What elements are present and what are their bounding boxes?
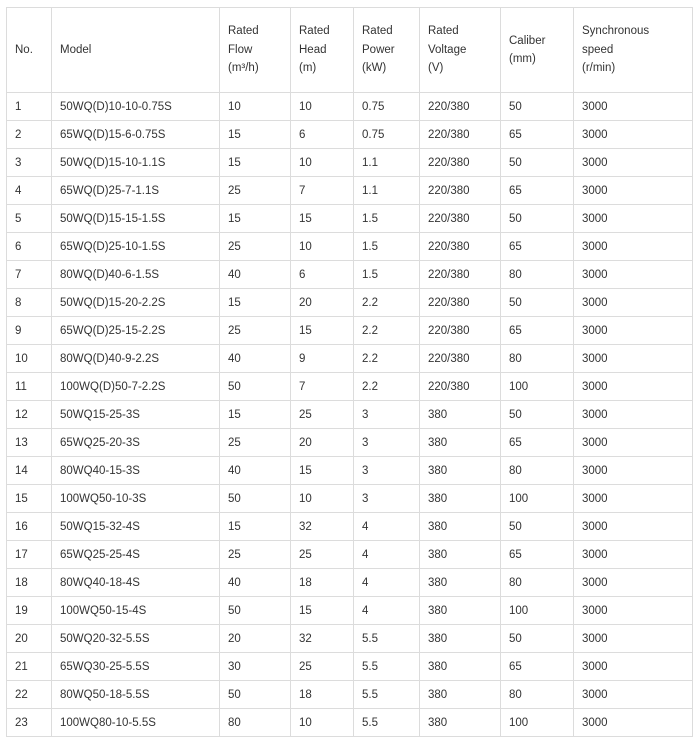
cell-rated-voltage: 220/380 [420, 289, 501, 317]
table-row [7, 149, 693, 177]
cell-rated-power: 2.2 [354, 373, 420, 401]
cell-synchronous-speed: 3000 [574, 93, 693, 121]
cell-no: 20 [7, 625, 52, 653]
cell-no: 23 [7, 709, 52, 737]
cell-rated-voltage: 220/380 [420, 205, 501, 233]
cell-model: 100WQ50-10-3S [52, 485, 220, 513]
cell-caliber: 65 [501, 177, 574, 205]
cell-rated-voltage: 380 [420, 569, 501, 597]
cell-synchronous-speed: 3000 [574, 541, 693, 569]
cell-rated-flow: 50 [220, 681, 291, 709]
cell-caliber: 80 [501, 261, 574, 289]
table-row [7, 261, 693, 289]
cell-rated-head: 9 [291, 345, 354, 373]
table-row [7, 513, 693, 541]
cell-rated-head: 20 [291, 289, 354, 317]
header-rated-voltage: Rated Voltage (V) [420, 8, 501, 93]
cell-model: 50WQ(D)15-20-2.2S [52, 289, 220, 317]
cell-rated-head: 25 [291, 541, 354, 569]
cell-rated-voltage: 380 [420, 597, 501, 625]
cell-no: 14 [7, 457, 52, 485]
cell-synchronous-speed: 3000 [574, 625, 693, 653]
cell-rated-flow: 50 [220, 373, 291, 401]
cell-rated-power: 4 [354, 541, 420, 569]
cell-rated-head: 15 [291, 317, 354, 345]
cell-synchronous-speed: 3000 [574, 653, 693, 681]
cell-caliber: 100 [501, 709, 574, 737]
cell-caliber: 65 [501, 233, 574, 261]
cell-rated-flow: 50 [220, 597, 291, 625]
cell-no: 22 [7, 681, 52, 709]
cell-rated-voltage: 380 [420, 485, 501, 513]
pump-spec-table [6, 7, 693, 737]
cell-caliber: 50 [501, 625, 574, 653]
cell-rated-power: 5.5 [354, 625, 420, 653]
cell-rated-voltage: 380 [420, 541, 501, 569]
cell-synchronous-speed: 3000 [574, 233, 693, 261]
cell-rated-voltage: 380 [420, 457, 501, 485]
cell-rated-power: 3 [354, 457, 420, 485]
cell-synchronous-speed: 3000 [574, 121, 693, 149]
cell-rated-flow: 15 [220, 121, 291, 149]
cell-rated-power: 3 [354, 429, 420, 457]
cell-rated-power: 1.5 [354, 233, 420, 261]
cell-synchronous-speed: 3000 [574, 485, 693, 513]
table-row [7, 597, 693, 625]
cell-no: 18 [7, 569, 52, 597]
cell-rated-flow: 15 [220, 513, 291, 541]
cell-no: 9 [7, 317, 52, 345]
cell-no: 1 [7, 93, 52, 121]
cell-no: 6 [7, 233, 52, 261]
cell-caliber: 100 [501, 485, 574, 513]
cell-rated-head: 18 [291, 681, 354, 709]
cell-model: 65WQ30-25-5.5S [52, 653, 220, 681]
cell-rated-head: 15 [291, 205, 354, 233]
table-row [7, 317, 693, 345]
table-row [7, 205, 693, 233]
cell-caliber: 65 [501, 541, 574, 569]
table-row [7, 681, 693, 709]
cell-rated-head: 7 [291, 373, 354, 401]
cell-rated-flow: 40 [220, 457, 291, 485]
cell-model: 80WQ50-18-5.5S [52, 681, 220, 709]
header-rated-flow: Rated Flow (m³/h) [220, 8, 291, 93]
table-row [7, 709, 693, 737]
cell-rated-voltage: 380 [420, 429, 501, 457]
header-rated-head: Rated Head (m) [291, 8, 354, 93]
cell-rated-power: 1.5 [354, 205, 420, 233]
table-row [7, 401, 693, 429]
cell-rated-voltage: 380 [420, 625, 501, 653]
cell-rated-voltage: 380 [420, 681, 501, 709]
table-row [7, 233, 693, 261]
cell-caliber: 50 [501, 513, 574, 541]
cell-rated-head: 7 [291, 177, 354, 205]
cell-rated-flow: 15 [220, 289, 291, 317]
table-row [7, 653, 693, 681]
cell-rated-head: 15 [291, 597, 354, 625]
cell-no: 11 [7, 373, 52, 401]
cell-caliber: 50 [501, 289, 574, 317]
cell-caliber: 100 [501, 597, 574, 625]
cell-caliber: 65 [501, 121, 574, 149]
cell-caliber: 50 [501, 205, 574, 233]
cell-rated-power: 5.5 [354, 653, 420, 681]
cell-no: 4 [7, 177, 52, 205]
table-row [7, 177, 693, 205]
cell-rated-flow: 50 [220, 485, 291, 513]
cell-rated-head: 10 [291, 93, 354, 121]
table-row [7, 457, 693, 485]
cell-synchronous-speed: 3000 [574, 205, 693, 233]
cell-model: 50WQ(D)15-10-1.1S [52, 149, 220, 177]
cell-model: 80WQ40-18-4S [52, 569, 220, 597]
cell-synchronous-speed: 3000 [574, 457, 693, 485]
cell-rated-head: 10 [291, 709, 354, 737]
table-row [7, 569, 693, 597]
cell-rated-voltage: 380 [420, 653, 501, 681]
cell-rated-flow: 10 [220, 93, 291, 121]
cell-synchronous-speed: 3000 [574, 569, 693, 597]
cell-synchronous-speed: 3000 [574, 149, 693, 177]
header-no: No. [7, 8, 52, 93]
cell-rated-voltage: 220/380 [420, 317, 501, 345]
cell-rated-head: 6 [291, 121, 354, 149]
cell-model: 50WQ(D)15-15-1.5S [52, 205, 220, 233]
cell-rated-power: 4 [354, 513, 420, 541]
cell-caliber: 80 [501, 681, 574, 709]
cell-synchronous-speed: 3000 [574, 177, 693, 205]
cell-rated-power: 2.2 [354, 289, 420, 317]
cell-rated-head: 10 [291, 149, 354, 177]
cell-rated-power: 1.5 [354, 261, 420, 289]
cell-rated-voltage: 220/380 [420, 149, 501, 177]
cell-model: 80WQ(D)40-9-2.2S [52, 345, 220, 373]
cell-rated-voltage: 220/380 [420, 177, 501, 205]
cell-model: 50WQ15-32-4S [52, 513, 220, 541]
cell-no: 2 [7, 121, 52, 149]
cell-synchronous-speed: 3000 [574, 709, 693, 737]
cell-model: 65WQ(D)25-15-2.2S [52, 317, 220, 345]
cell-rated-flow: 40 [220, 345, 291, 373]
cell-caliber: 80 [501, 569, 574, 597]
table-header [7, 8, 693, 93]
cell-no: 15 [7, 485, 52, 513]
cell-caliber: 80 [501, 345, 574, 373]
table-row [7, 121, 693, 149]
cell-rated-power: 2.2 [354, 317, 420, 345]
header-model: Model [52, 8, 220, 93]
cell-rated-head: 32 [291, 513, 354, 541]
cell-rated-voltage: 380 [420, 513, 501, 541]
table-row [7, 289, 693, 317]
cell-rated-power: 0.75 [354, 93, 420, 121]
table-row [7, 485, 693, 513]
cell-synchronous-speed: 3000 [574, 681, 693, 709]
cell-rated-voltage: 220/380 [420, 93, 501, 121]
cell-rated-power: 5.5 [354, 681, 420, 709]
cell-rated-head: 32 [291, 625, 354, 653]
cell-rated-power: 5.5 [354, 709, 420, 737]
cell-no: 7 [7, 261, 52, 289]
cell-caliber: 65 [501, 429, 574, 457]
cell-rated-head: 18 [291, 569, 354, 597]
cell-caliber: 100 [501, 373, 574, 401]
cell-model: 50WQ20-32-5.5S [52, 625, 220, 653]
cell-rated-head: 20 [291, 429, 354, 457]
cell-synchronous-speed: 3000 [574, 513, 693, 541]
cell-rated-flow: 40 [220, 261, 291, 289]
cell-model: 100WQ80-10-5.5S [52, 709, 220, 737]
cell-model: 50WQ(D)10-10-0.75S [52, 93, 220, 121]
cell-synchronous-speed: 3000 [574, 345, 693, 373]
cell-rated-head: 25 [291, 653, 354, 681]
table-row [7, 429, 693, 457]
cell-rated-voltage: 380 [420, 709, 501, 737]
cell-synchronous-speed: 3000 [574, 289, 693, 317]
cell-synchronous-speed: 3000 [574, 261, 693, 289]
table-row [7, 345, 693, 373]
cell-rated-power: 3 [354, 401, 420, 429]
cell-synchronous-speed: 3000 [574, 401, 693, 429]
cell-no: 5 [7, 205, 52, 233]
cell-no: 17 [7, 541, 52, 569]
cell-model: 65WQ(D)15-6-0.75S [52, 121, 220, 149]
cell-no: 12 [7, 401, 52, 429]
cell-no: 16 [7, 513, 52, 541]
cell-caliber: 50 [501, 93, 574, 121]
cell-rated-voltage: 220/380 [420, 261, 501, 289]
cell-model: 80WQ40-15-3S [52, 457, 220, 485]
cell-rated-power: 2.2 [354, 345, 420, 373]
cell-rated-flow: 25 [220, 177, 291, 205]
cell-rated-flow: 25 [220, 541, 291, 569]
header-row [7, 8, 693, 93]
table-row [7, 541, 693, 569]
cell-model: 65WQ25-25-4S [52, 541, 220, 569]
cell-rated-power: 1.1 [354, 177, 420, 205]
cell-no: 8 [7, 289, 52, 317]
cell-synchronous-speed: 3000 [574, 373, 693, 401]
cell-rated-head: 10 [291, 233, 354, 261]
cell-rated-flow: 15 [220, 205, 291, 233]
cell-rated-flow: 40 [220, 569, 291, 597]
cell-rated-flow: 15 [220, 401, 291, 429]
cell-model: 50WQ15-25-3S [52, 401, 220, 429]
cell-synchronous-speed: 3000 [574, 317, 693, 345]
table-row [7, 93, 693, 121]
cell-model: 100WQ50-15-4S [52, 597, 220, 625]
cell-rated-flow: 80 [220, 709, 291, 737]
cell-rated-voltage: 220/380 [420, 373, 501, 401]
cell-rated-voltage: 220/380 [420, 121, 501, 149]
cell-rated-head: 10 [291, 485, 354, 513]
cell-rated-flow: 25 [220, 317, 291, 345]
cell-model: 65WQ(D)25-7-1.1S [52, 177, 220, 205]
cell-no: 19 [7, 597, 52, 625]
cell-model: 65WQ25-20-3S [52, 429, 220, 457]
cell-model: 100WQ(D)50-7-2.2S [52, 373, 220, 401]
cell-rated-power: 1.1 [354, 149, 420, 177]
cell-model: 80WQ(D)40-6-1.5S [52, 261, 220, 289]
cell-rated-power: 4 [354, 597, 420, 625]
cell-rated-flow: 15 [220, 149, 291, 177]
cell-rated-voltage: 220/380 [420, 233, 501, 261]
cell-rated-voltage: 220/380 [420, 345, 501, 373]
cell-rated-power: 3 [354, 485, 420, 513]
table-body [7, 93, 693, 737]
cell-caliber: 80 [501, 457, 574, 485]
cell-model: 65WQ(D)25-10-1.5S [52, 233, 220, 261]
cell-rated-flow: 25 [220, 429, 291, 457]
cell-caliber: 65 [501, 653, 574, 681]
cell-synchronous-speed: 3000 [574, 597, 693, 625]
header-synchronous-speed: Synchronous speed (r/min) [574, 8, 693, 93]
cell-rated-flow: 20 [220, 625, 291, 653]
header-caliber: Caliber (mm) [501, 8, 574, 93]
header-rated-power: Rated Power (kW) [354, 8, 420, 93]
cell-rated-power: 0.75 [354, 121, 420, 149]
cell-no: 3 [7, 149, 52, 177]
cell-synchronous-speed: 3000 [574, 429, 693, 457]
cell-rated-head: 6 [291, 261, 354, 289]
table-row [7, 625, 693, 653]
cell-no: 13 [7, 429, 52, 457]
cell-caliber: 50 [501, 401, 574, 429]
cell-no: 10 [7, 345, 52, 373]
cell-rated-flow: 25 [220, 233, 291, 261]
cell-rated-voltage: 380 [420, 401, 501, 429]
cell-caliber: 50 [501, 149, 574, 177]
cell-rated-head: 25 [291, 401, 354, 429]
cell-caliber: 65 [501, 317, 574, 345]
cell-rated-flow: 30 [220, 653, 291, 681]
table-row [7, 373, 693, 401]
cell-rated-head: 15 [291, 457, 354, 485]
cell-rated-power: 4 [354, 569, 420, 597]
cell-no: 21 [7, 653, 52, 681]
